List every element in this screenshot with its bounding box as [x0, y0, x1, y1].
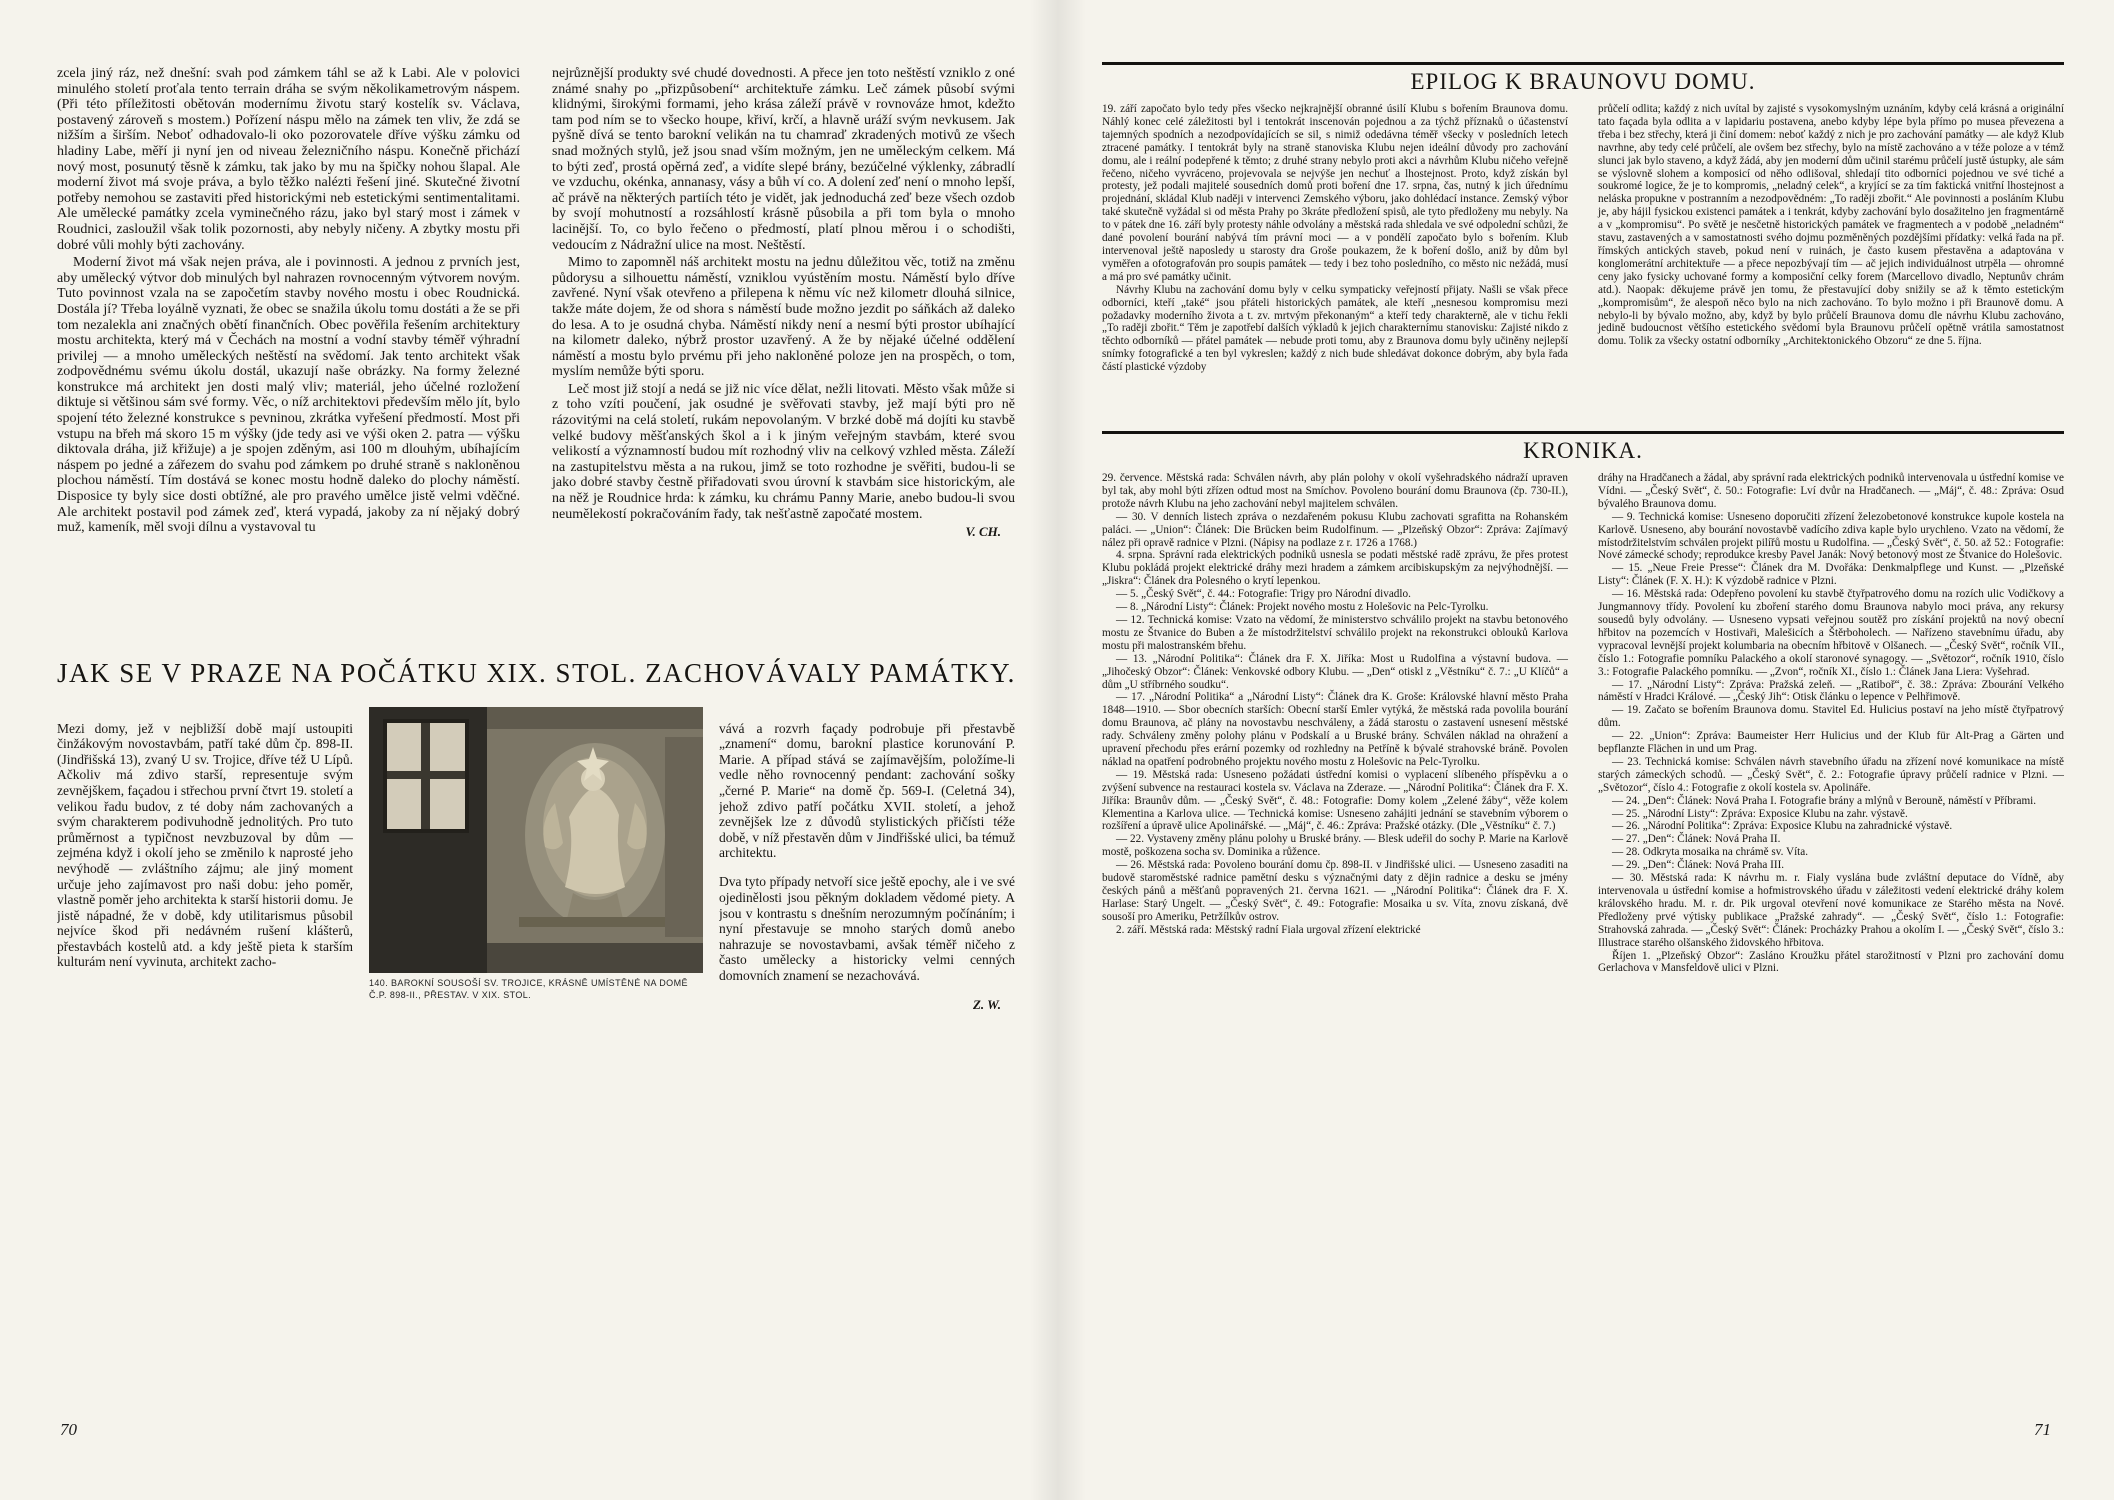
paragraph: 19. září započato bylo tedy přes všecko nejkrajnější obranné úsilí Klubu s bořením Braunova domu. Náhlý konec celé záležitosti byl i tentokrát inscenován pojednou a za týchž příznaků o účastenství tajemných spodních a nezodpovídajících se sil, s nimiž odedávna téměř všecky v posledních letech ztracené památky. I tentokrát byly na straně stanoviska Klubu nejen ideální důvody pro zachování domu, ale i reální podepřené k těmto; z druhé strany nebylo proti akci a návrhům Klubu ničeho veřejně řečeno, ničeho vyvráceno, projevovala se nejvýše jen nechuť a lhostejnost. Proto, když získán byl protesty, jež podali majitelé sousedních domů proti boření dne 17. srpna, čas, nutný k jich úřednímu projednání, skládal Klub naději v intervenci Zemského výboru, jako dohlédací instance. Zemský výbor také skutečně vyžádal si od města Prahy po 3kráte předložení spisů, ale tyto předloženy mu nebyly. Na to v pátek dne 16. září byly protesty náhle odvolány a městská rada shledala ve své odpolední schůzi, že dané povolení bourání nabývá tím právní moci — a v pondělí započato bylo s bořením. Klub intervenoval ještě naposledy u starosty dra Groše poukazem, že k boření došlo, aniž by dům byl vyměřen a ofotografován pro soupis památek — tedy i bez toho posledního, co město nic nežádá, musí a má pro své památky učinit.: [1102, 103, 1569, 283]
page-number-left: 70: [60, 1420, 77, 1439]
page-left: [57, 66, 1015, 1029]
paragraph: Dva tyto případy netvoří sice ještě epochy, ale i ve své ojedinělosti jsou pěkným dokladem vědomé piety. A jsou v kontrastu s dnešním nerozumným počínáním; i nyní přestavuje se mnoho starých domů anebo nahrazuje se novostavbami, avšak téměř ničeho z často umělecky a historicky velmi cenných domovních znamení se nezachovává.: [719, 874, 1015, 983]
paragraph: Mimo to zapomněl náš architekt mostu na jednu důležitou věc, totiž na změnu půdorysu a silhouettu náměstí, vzniklou vyústěním mostu. Náměstí bylo dříve zavřené. Nyní však otevřeno a přilepena k němu víc než kilometr dlouhá silnice, takže máte dojem, že od shora s náměstí bude možno jezdit po sáňkách až daleko do lesa. A to je osudná chyba. Náměstí nikdy není a nesmí býti prostor ubíhající na kilometr daleko, nýbrž prostor uzavřený. A že by nějaké účelné oddělení náměstí a mostu bylo prvému při jeho nakloněné poloze jen na prospěch, o tom, myslím nemůže býti sporu.: [552, 255, 1015, 380]
top-article-column-2-text: [552, 66, 1015, 522]
paragraph: — 9. Technická komise: Usneseno doporučiti zřízení železobetonové konstrukce kupole kostela na Karlově. Usneseno, aby bourání novostavbě vadícího zdiva kaple bylo urychleno. Vzato na vědomí, že místodržitelstvím schválen projekt pilířů mostu u Rudolfina. — „Český Svět“, č. 50. až 52.: Fotografie: Nové zámecké schody; reprodukce kresby Pavel Janák: Nový betonový most ze Štvanice do Holešovic.: [1598, 510, 2064, 562]
kronika-columns: [1102, 472, 2064, 1384]
kronika-column-1: [1102, 472, 1568, 1384]
paragraph: — 13. „Národní Politika“: Článek dra F. X. Jiříka: Most u Rudolfina a výstavní budova. — „Jihočeský Obzor“: Článek: Venkovské odbory Klubu. — „Den“ otiskl z „Věstníku“ č. 7.: „U Klíčů“ a dům „U stříbrného soudku“.: [1102, 652, 1568, 691]
paragraph: dráhy na Hradčanech a žádal, aby správní rada elektrických podniků intervenovala u ústřední komise ve Vídni. — „Český Svět“, č. 50.: Fotografie: Lví dvůr na Hradčanech. — „Máj“, č. 48.: Zpráva: Osud bývalého Braunova domu.: [1598, 472, 2064, 510]
paragraph: — 26. „Národní Politika“: Zpráva: Exposice Klubu na zahradnické výstavě.: [1612, 820, 1953, 833]
paragraph: — 25. „Národní Listy“: Zpráva: Exposice Klubu na zahr. výstavě.: [1612, 807, 1908, 820]
paragraph: — 5. „Český Svět“, č. 44.: Fotografie: Trigy pro Národní divadlo.: [1116, 588, 1411, 601]
paragraph: nejrůznější produkty své chudé dovednosti. A přece jen toto neštěstí vzniklo z oné známé snahy po „přizpůsobení“ architektuře zámku. Leč zámek působí svými klidnými, širokými formami, jeho krása záleží právě v rovnováze hmot, kdežto tam pod ním se to všecko houpe, křiví, krčí, a hlavně uráží svým nevkusem. Jak pyšně dívá se tento barokní velikán na tu chamraď zkradených motivů ze všech snad možných stylů, jež jsou snad vším možným, jen ne uměleckým celkem. Má to býti zeď, prostá opěrná zeď, a vidíte slepé brány, bezúčelné výklenky, zábradlí ve vzduchu, okénka, annanasy, vásy a bůh ví co. A dolení zeď není o mnoho lepší, ač právě na některých partiích této je vidět, jak jednoduchá zeď beze všech ozdob by svojí mohutností a rozsáhlostí krásně působila a při tom byla o mnoho lacinější. To, co bylo řečeno o předmostí, platí plnou měrou i o schodišti, vedoucím z Nádražní ulice na most. Neštěstí.: [552, 66, 1015, 253]
paragraph: — 24. „Den“: Článek: Nová Praha I. Fotografie brány a mlýnů v Berouně, náměstí v Příbrami.: [1612, 794, 2037, 807]
kronika-rule: [1102, 431, 2064, 434]
paragraph: — 15. „Neue Freie Presse“: Článek dra M. Dvořáka: Denkmalpflege und Kunst. — „Plzeňské Listy“: Článek (F. X. H.): K výzdobě radnice v Plzni.: [1598, 562, 2064, 588]
top-article-column-2: [552, 66, 1015, 644]
article-signature: V. CH.: [965, 524, 1001, 540]
paragraph: — 19. Městská rada: Usneseno požádati ústřední komisi o vyplacení slíbeného příspěvku a o zvýšení subvence na restauraci kostela sv. Václava na Zderaze. — „Národní Politika“: Článek dra F. X. Jiříka: Braunův dům. — „Český Svět“, č. 48.: Fotografie: Domy kolem „Zelené žáby“, věže kolem Klementina a Karlova ulice. — Technická komise: Usneseno zahájiti jednání se stavebním výborem o rozšíření a úpravě ulice Apolinářské. — „Máj“, č. 46.: Zpráva: Pražské otázky. (Dle „Věstníku“ č. 7.): [1102, 768, 1568, 833]
epilog-column-2: [1598, 103, 2064, 419]
paragraph: — 22. Vystaveny změny plánu polohy u Bruské brány. — Blesk udeřil do sochy P. Marie na Karlově mostě, poškozena socha sv. Dominika a růžence.: [1102, 833, 1568, 859]
epilog-article: [1102, 103, 2064, 419]
article-signature-2: Z. W.: [972, 997, 1001, 1013]
paragraph: Moderní život má však nejen práva, ale i povinnosti. A jednou z prvních jest, aby umělecký výtvor dob minulých byl nahrazen rovnocenným výtvorem novým. Tuto povinnost vzala na se započetím stavby nového mostu i obec Roudnická. Dostála jí? Třeba loyálně vyznati, že obec se snažila úkolu tomu dostáti a že se při tom nezalekla ani značných obětí finančních. Obec pověřila řešením architektury mostu architekta, který má v Čechách na mostní a vodní stavby téměř výhradní privilej — a mnoho uměleckých neštěstí na svědomí. Jak tento architekt však zodpovědnému svému úkolu dostál, ukazují naše obrázky. Na formy železné konstrukce má architekt jen dosti malý vliv; materiál, jeho účelné rozložení diktuje si většinou sám své formy. Věc, o níž architektovi především mělo jít, bylo spojení této železné konstrukce s pevninou, zkrátka vyřešení předmostí. Most při vstupu na břeh má skoro 15 m výšky (jde tedy asi ve výši oken 2. patra — výšku diktovala dráha, již křižuje) a je spojen zděným, asi 100 m dlouhým, ubíhajícím náspem po jedné a zářezem do svahu pod zámkem po druhé straně s nakloněnou plochou náměstí. Tím dostává se konec mostu hodně daleko do plochy náměstí. Disposice ty byly sice dosti obtížné, ale pro pravého umělce jistě velmi vděčné. Ale architekt postavil pod zámek zeď, která vypadá, jakoby za ní nějaký dobrý muž, kameník, měl svoji dílnu a vystavoval tu: [57, 255, 520, 536]
top-rule: [1102, 62, 2064, 65]
page-number-right: 71: [2034, 1420, 2051, 1439]
top-article: [57, 66, 1015, 644]
bottom-article-column-1: [57, 707, 353, 1029]
paragraph: 29. července. Městská rada: Schválen návrh, aby plán polohy v okolí vyšehradského nádraží upraven byl tak, aby mohl býti zřízen odtud most na Smíchov. Povoleno bourání domu Braunova (čp. 730-II.), protože návrh Klubu na jeho zachování nebyl majitelem schválen.: [1102, 472, 1568, 510]
paragraph: — 12. Technická komise: Vzato na vědomí, že ministerstvo schválilo projekt na stavbu betonového mostu ze Štvanice do Buben a že místodržitelství schválilo projekt na rekonstrukci oblouků Karlova mostu při malostranském břehu.: [1102, 613, 1568, 652]
paragraph: 2. září. Městská rada: Městský radní Fiala urgoval zřízení elektrické: [1116, 923, 1421, 936]
kronika-section: [1102, 431, 2064, 1384]
kronika-title: KRONIKA.: [1523, 438, 1643, 463]
section-title: JAK SE V PRAZE NA POČÁTKU XIX. STOL. ZACHOVÁVALY PAMÁTKY.: [57, 658, 1016, 688]
photo-baroque-trinity-sculpture: [369, 707, 703, 973]
bottom-article: [57, 707, 1015, 1029]
page-gutter: [1030, 0, 1086, 1500]
top-article-column-1: [57, 66, 520, 644]
paragraph: Leč most již stojí a nedá se již nic více dělat, nežli litovati. Město však může si z toho vzíti poučení, jak osudné je svěřovati stavby, jež mají býti pro ně rázovitými na celá století, rukám nepovolaným. V brzké době má dojíti ku stavbě velké budovy měšťanských škol a i k jiným veřejným stavbám, které svou velikostí a významností budou mít rozhodný vliv na celkový vzhled města. Záleží na zastupitelstvu města a na rukou, jimž se toto rozhodne je svěřiti, budou-li se jako dobré stavby čestně přiřadovati svou úrovní k stavbám sice historickým, ale na něž je Roudnice hrda: k zámku, ku chrámu Panny Marie, anebo budou-li svou neumělekostí pokračováním řady, tak nešťastně započaté mostem.: [552, 381, 1015, 522]
bottom-article-column-2-text: [719, 721, 1015, 984]
paragraph: — 29. „Den“: Článek: Nová Praha III.: [1612, 859, 1785, 872]
paragraph: — 17. „Národní Listy“: Zpráva: Pražská zeleň. — „Ratiboř“, č. 38.: Zpráva: Zbourání Velkého náměstí v Hradci Králové. — „Český Jih“: Otisk článku o lepence v Pelhřimově.: [1598, 678, 2064, 704]
paragraph: Návrhy Klubu na zachování domu byly v celku sympaticky veřejností přijaty. Našli se však přece odborníci, kteří „také“ jsou přáteli historických památek, ale kteří „nesnesou kompromisu mezi požadavky moderního života a t. zv. mrtvým překonaným“ a kteří tedy charakterně, ale v tichu řekli „To raději zbořit.“ Těm je zapotřebí dalších výkladů k jejich charakternímu stanovisku: Zajisté nikdo z těchto odborníků — přátel památek — nebude proti tomu, aby z Braunova domu byly učiněny nejlepší snímky fotografické a ten byl vykreslen; každý z nich bude shledávat dokonce dobrým, aby byla řada částí plastické výzdoby: [1102, 283, 1568, 374]
figure-caption: 140. BAROKNÍ SOUSOŠÍ SV. TROJICE, KRÁSNĚ UMÍSTĚNÉ NA DOMĚ Č.P. 898-II., PŘESTAV. V XIX. STOL.: [369, 978, 688, 1000]
paragraph: — 16. Městská rada: Odepřeno povolení ku stavbě čtyřpatrového domu na rozích ulic Vodičkovy a Jungmannovy třídy. Povolení ku zboření starého domu Braunova nabylo moci práva, any rekursy sousedů byly odvolány. — Usneseno vypsati veřejnou soutěž pro získání projektů na nový obecní hřbitov na pozemcích v Hostivaři, Malešicích a Štěrboholech. — Nařízeno stavebnímu úřadu, aby vypracoval levnější projekt kolumbaria na obecním hřbitově v Olšanech. — „Český Svět“, ročník VII., číslo 1.: Fotografie pomníku Palackého a okolí staronové synagogy. — „Světozor“, ročník 1910, číslo 3.: Fotografie Palackého pomníku. — „Zvon“, ročník XI., číslo 1.: Článek Jana Liera: Vyšehrad.: [1598, 588, 2064, 678]
figure-block: [369, 707, 703, 1029]
paragraph: — 19. Začato se bořením Braunova domu. Stavitel Ed. Hulicius postaví na jeho místě čtyřpatrový dům.: [1598, 704, 2064, 730]
paragraph: — 23. Technická komise: Schválen návrh stavebního úřadu na zřízení nové komunikace na místě starých zámeckých schodů. — „Český Svět“, č. 2.: Fotografie úpravy průčelí radnice v Plzni. — „Světozor“, číslo 4.: Fotografie z okolí kostela sv. Apolináře.: [1598, 755, 2064, 794]
paragraph: 4. srpna. Správní rada elektrických podniků usnesla se podati městské radě zprávu, že přes protest Klubu pokládá projekt elektrické dráhy mezi hradem a zámkem arcibiskupským za nejvýhodnější. — „Jiskra“: Článek dra Polesného o krytí lepenkou.: [1102, 549, 1568, 588]
bottom-article-column-2: [719, 707, 1015, 1029]
page-right: [1102, 62, 2064, 1384]
paragraph: — 8. „Národní Listy“: Článek: Projekt nového mostu z Holešovic na Pelc-Tyrolku.: [1116, 601, 1489, 614]
paragraph: — 22. „Union“: Zpráva: Baumeister Herr Hulicius und der Klub für Alt-Prag a Gärten und bepflanzte Flächen in und um Prag.: [1598, 730, 2064, 756]
epilog-title: EPILOG K BRAUNOVU DOMU.: [1410, 69, 1756, 94]
paragraph: průčelí odlita; každý z nich uvítal by zajisté s vysokomyslným uznáním, kdyby celá krásná a originální tato façada byla odlita a v lapidariu postavena, anebo kdyby lépe byla přímo po musea převezena a třeba i bez střechy, která ji činí domem: neboť každý z nich je pro zachování památky — ale když Klub navrhne, aby tedy celé průčelí, ale ovšem bez střechy, bylo na místě zachováno a v téže poloze a v témž slunci jak bylo staveno, a když žádá, aby jen moderní dům učinil starému průčelí justě ústupky, ale sám se výslovně slohem a komposicí od něho odlišoval, shledají tito odborníci pojednou ve své tiché a soukromé logice, že je to kompromis, „neladný celek“, a kryjící se za tím faktická vnitřní lhostejnost a neláska propukne v postranním a nezodpovědném: „To raději zbořit.“ Ale povinnosti a posláním Klubu je, aby hájil fysickou existenci památek a i tenkrát, kdyby zachování bylo dosažitelno jen fragmentárně a v „kompromisu“. Po světě je nesčetně historických památek ve fragmentech a v podobě „neladném“ stavu, zastavených a v samostatnosti svého dojmu pozměněných pozdějšími přídatky: velká řada na př. římských antických staveb, pokud není v ruinách, je často kusem přestavěna a adaptována v konglomerátní architektuře — a přece nepozbývají tím — ač jejich individuálnost utrpěla — ohromné ceny jako fysicky uchované formy a komposiční celky forem (Marcellovo divadlo, Neptunův chrám atd.). Naopak: děkujeme právě jen tomu, že přestavující doby snižily se až k těmto estetickým „kompromisům“, že alespoň něco bylo na nich zachováno. To bylo možno i při Braunově domu. A nebylo-li by bývalo možno, aby, když by bylo průčelí Braunova domu dle návrhu Klubu zachováno, jedině budoucnost většího estetického svědomí byla Braunovu průčelí opětně vrátila samostatnost domu. Tolik za všecky ostatní odborníky „Architektonického Obzoru“ ze dne 5. října.: [1598, 103, 2064, 348]
paragraph: Mezi domy, jež v nejbližší době mají ustoupiti činžákovým novostavbám, patří také dům čp. 898-II. (Jindřišská 13), zvaný U sv. Trojice, dříve též U Lípů. Ačkoliv má zdivo starší, representuje svým zevnějškem, façadou i střechou první čtvrt 19. století a velikou řadu budov, z té doby nám zachovaných a svým charakterem podivuhodně jednolitých. Pro tuto průměrnost a typičnost nevzbuzoval by dům — zejména když i okolí jeho se změnilo k naprosté jeho nevýhodě — zvláštního zájmu; ale jiný moment určuje jeho zajímavost pro naši dobu: jeho poměr, vlastně poměr jeho architekta k starší historii domu. Je jistě nápadné, že v době, kdy utilitarismus působil nejvíce škod při nedávném rušení klášterů, přestavbách kostelů atd. a kdy ještě pieta k starším kulturám není vyvinuta, architekt zacho-: [57, 720, 353, 970]
paragraph: — 30. Městská rada: K návrhu m. r. Fialy vyslána bude zvláštní deputace do Vídně, aby intervenovala u ústřední komise a hofmistrovského úřadu v záležitosti vedení elektrické dráhy kolem královského hradu. M. r. dr. Pik urgoval otevření nové komunikace ze Starého města na Nové. Předloženy prvé výtisky publikace „Pražské zahrady“. — „Český Svět“, číslo 1.: Fotografie: Strahovská zahrada. — „Český Svět“: Článek: Procházky Prahou a okolím I. — „Český Svět“, číslo 3.: Illustrace starého olšanského židovského hřbitova.: [1598, 872, 2064, 949]
paragraph: — 26. Městská rada: Povoleno bourání domu čp. 898-II. v Jindřišské ulici. — Usneseno zasaditi na budově staroměstské radnice pamětní desku s význačnými daty z dějin radnice a desku se jmény českých pánů a měšťanů popravených 21. června 1621. — „Národní Politika“: Článek dra F. X. Harlase: Starý Ungelt. — „Český Svět“, č. 49.: Fotografie: Mosaika u sv. Víta, znovu získaná, dvě sousoší pro Ameriku, Petržílkův ostrov.: [1102, 859, 1568, 923]
paragraph: vává a rozvrh façady podrobuje při přestavbě „znamení“ domu, barokní plastice korunování P. Marie. A případ stává se zajímavějším, položíme-li vedle něho rovnocenný pendant: zachování sošky „černé P. Marie“ na domě čp. 569-I. (Celetná 34), jehož zdivo patří počátku XVII. století, a jehož zevnějšek lze z důvodů stylistických přičísti téže době, v níž přestavěn dům v Jindřišské ulici, ba témuž architektu.: [719, 720, 1015, 861]
paragraph: zcela jiný ráz, než dnešní: svah pod zámkem táhl se až k Labi. Ale v polovici minulého století proťala tento terrain dráha se svým několikametrovým náspem. (Při této příležitosti obětován modernímu životu starý kostelík sv. Václava, postavený zároveň s mostem.) Pořízení náspu mělo na zámek ten vliv, že zdá se nižším a širším. Neboť odhadovalo-li oko pozorovatele dříve výšku zámku od hladiny Labe, měří ji nyní jen od niveau železničního náspu. Konečně přichází nový most, posunutý těsně k zámku, tak jako by mu na špičky nohou šlapal. Ale moderní život má svoje práva, a bylo těžko nalézti řešení jiné. Skutečné životní potřeby nemohou se zastaviti před historickými neb estetickými sentimentalitami. Ale umělecké památky zcela vyminečného rázu, jako byl starý most i zámek v Roudnici, zasloužil však tolik pozornosti, aby nebyly ničeny. A zbytky mostu při dobré vůli mohly býti zachovány.: [57, 66, 520, 253]
paragraph: — 30. V denních listech zpráva o nezdařeném pokusu Klubu zachovati sgrafitta na Rohanském paláci. — „Union“: Článek: Die Brücken beim Rudolfinum. — „Plzeňský Obzor“: Zpráva: Zajímavý nález při opravě radnice v Plzni. (Nápisy na podlaze z r. 1726 a 1768.): [1102, 510, 1568, 549]
paragraph: Říjen 1. „Plzeňský Obzor“: Zasláno Kroužku přátel starožitností v Plzni pro zachování domu Gerlachova v Mansfeldově ulici v Plzni.: [1598, 949, 2064, 975]
paragraph: — 17. „Národní Politika“ a „Národní Listy“: Článek dra K. Groše: Královské hlavní město Praha 1848—1910. — Sbor obecních starších: Obecní starší Emler vytýká, že městská rada povolila bourání domu Braunova, ač plány na novostavbu neschváleny, a žádá starostu o zastavení usnesení městské rady. Schváleny změny polohy plánu v Podskalí a u Bruské brány. Schválen náklad na ohražení a upravení přechodu přes erární pozemky od rozhledny na Petříně k bývalé strahovské bráně. Povolen náklad na opatření podrobného projektu nového mostu z Holešovic na Pelc-Tyrolku.: [1102, 691, 1568, 768]
kronika-column-2: [1598, 472, 2064, 1384]
epilog-column-1: [1102, 103, 1568, 419]
paragraph: — 27. „Den“: Článek: Nová Praha II.: [1612, 833, 1781, 846]
paragraph: — 28. Odkryta mosaika na chrámě sv. Víta.: [1612, 846, 1809, 859]
